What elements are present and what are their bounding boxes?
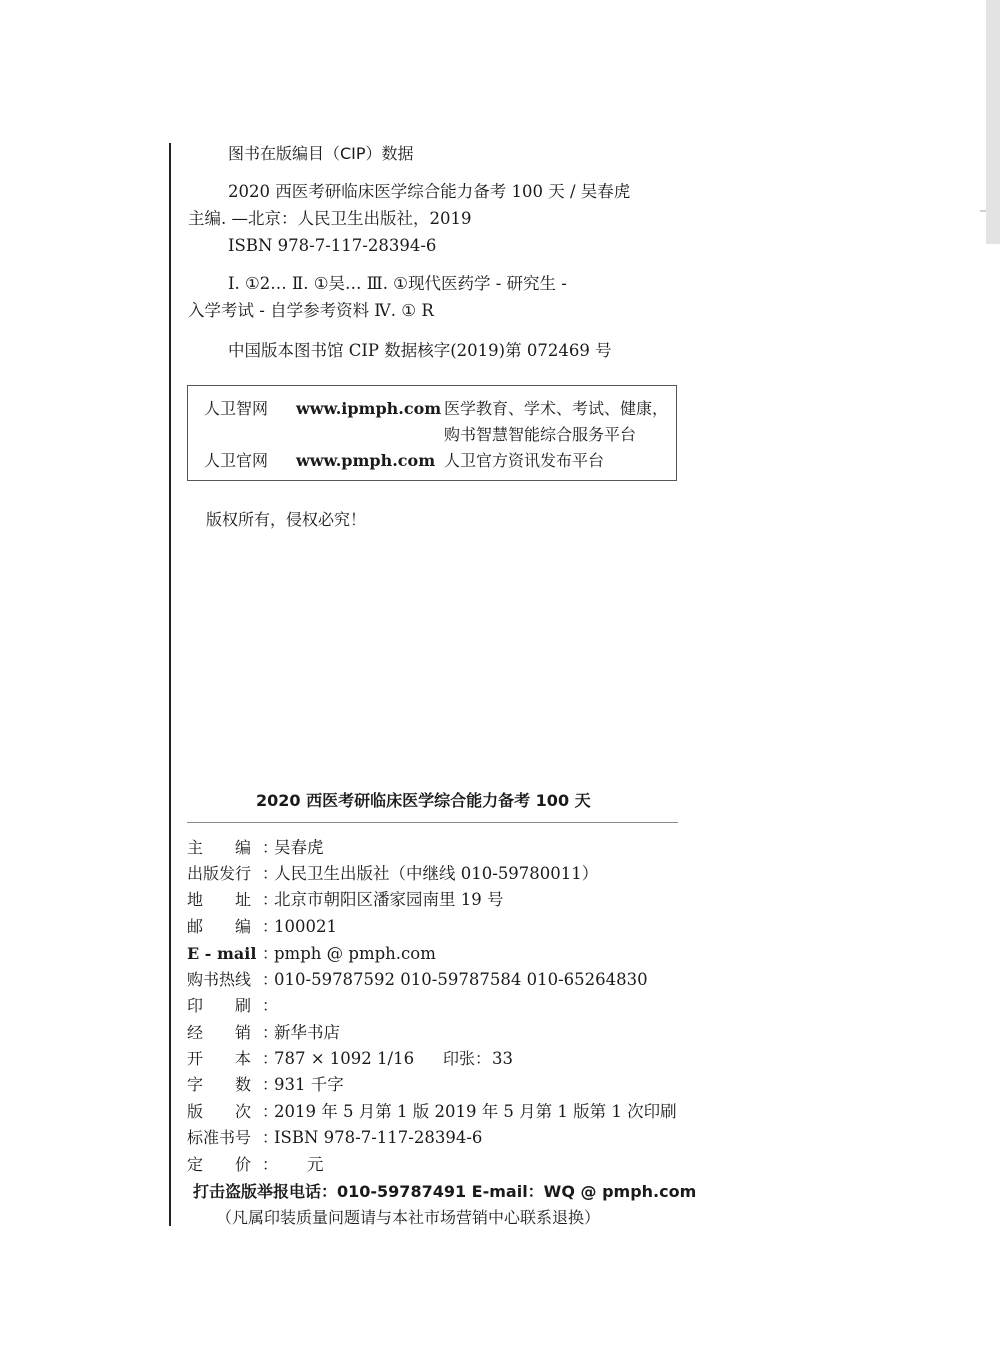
label-publisher: 出版发行: [187, 864, 252, 883]
label-format: 开 本: [187, 1049, 252, 1068]
separator: ：: [262, 1102, 279, 1121]
site-url-pmph[interactable]: www.pmph.com: [296, 451, 436, 470]
title-rule: [187, 822, 678, 823]
value-publisher: 人民卫生出版社（中继线 010-59780011）: [274, 864, 599, 883]
separator: ：: [262, 1075, 279, 1094]
return-notice: （凡属印装质量问题请与本社市场营销中心联系退换）: [216, 1208, 601, 1227]
separator: ：: [262, 1128, 279, 1147]
separator: ：: [262, 1049, 279, 1068]
separator: ：: [262, 890, 279, 909]
value-format: 787 × 1092 1/16: [274, 1049, 415, 1068]
site-name-pmph: 人卫官网: [204, 451, 269, 470]
value-email[interactable]: pmph @ pmph.com: [274, 944, 436, 963]
separator: ：: [262, 996, 279, 1015]
cip-line-6: 中国版本图书馆 CIP 数据核字(2019)第 072469 号: [228, 341, 612, 360]
value-sheets: 33: [492, 1049, 513, 1068]
label-email: E - mail: [187, 944, 257, 963]
label-price: 定 价: [187, 1155, 252, 1174]
label-edition: 版 次: [187, 1102, 252, 1121]
value-address: 北京市朝阳区潘家园南里 19 号: [274, 890, 504, 909]
value-distributor: 新华书店: [274, 1023, 340, 1042]
value-editor: 吴春虎: [274, 838, 324, 857]
separator: ：: [262, 1155, 279, 1174]
separator: ：: [262, 970, 279, 989]
value-price: 元: [274, 1155, 324, 1174]
book-title: 2020 西医考研临床医学综合能力备考 100 天: [256, 791, 591, 810]
website-info-box: [187, 385, 677, 481]
cip-line-5: 入学考试 - 自学参考资料 Ⅳ. ① R: [188, 301, 434, 320]
label-postcode: 邮 编: [187, 917, 252, 936]
separator: ：: [262, 1023, 279, 1042]
piracy-hotline: 打击盗版举报电话：010-59787491 E-mail：WQ @ pmph.com: [193, 1182, 697, 1201]
site-url-ipmph[interactable]: www.ipmph.com: [296, 399, 442, 418]
label-word-count: 字 数: [187, 1075, 252, 1094]
site-desc-ipmph-2: 购书智慧智能综合服务平台: [444, 425, 637, 444]
label-address: 地 址: [187, 890, 252, 909]
scrollbar[interactable]: [986, 0, 1000, 244]
label-hotline: 购书热线: [187, 970, 252, 989]
value-isbn: ISBN 978-7-117-28394-6: [274, 1128, 483, 1147]
copyright-notice: 版权所有，侵权必究！: [206, 510, 367, 529]
site-desc-pmph: 人卫官方资讯发布平台: [444, 451, 605, 470]
label-isbn: 标准书号: [187, 1128, 252, 1147]
label-editor: 主 编: [187, 838, 252, 857]
separator: ：: [262, 917, 279, 936]
scrollbar-tick: [980, 210, 986, 212]
cip-line-3: ISBN 978-7-117-28394-6: [228, 236, 437, 255]
cip-line-4: Ⅰ. ①2… Ⅱ. ①吴… Ⅲ. ①现代医药学 - 研究生 -: [228, 274, 567, 293]
label-sheets: 印张：: [443, 1049, 492, 1068]
label-distributor: 经 销: [187, 1023, 252, 1042]
value-word-count: 931 千字: [274, 1075, 344, 1094]
margin-rule: [169, 143, 171, 1226]
site-desc-ipmph-1: 医学教育、学术、考试、健康，: [444, 399, 669, 418]
cip-line-1: 2020 西医考研临床医学综合能力备考 100 天 / 吴春虎: [228, 182, 631, 201]
site-name-ipmph: 人卫智网: [204, 399, 269, 418]
value-postcode: 100021: [274, 917, 337, 936]
value-edition: 2019 年 5 月第 1 版 2019 年 5 月第 1 版第 1 次印刷: [274, 1102, 677, 1121]
label-printer: 印 刷: [187, 996, 252, 1015]
value-hotline: 010-59787592 010-59787584 010-65264830: [274, 970, 648, 989]
separator: ：: [262, 864, 279, 883]
separator: ：: [262, 838, 279, 857]
cip-line-2: 主编. —北京：人民卫生出版社，2019: [188, 209, 472, 228]
separator: ：: [262, 944, 279, 963]
cip-title: 图书在版编目（CIP）数据: [228, 144, 414, 163]
